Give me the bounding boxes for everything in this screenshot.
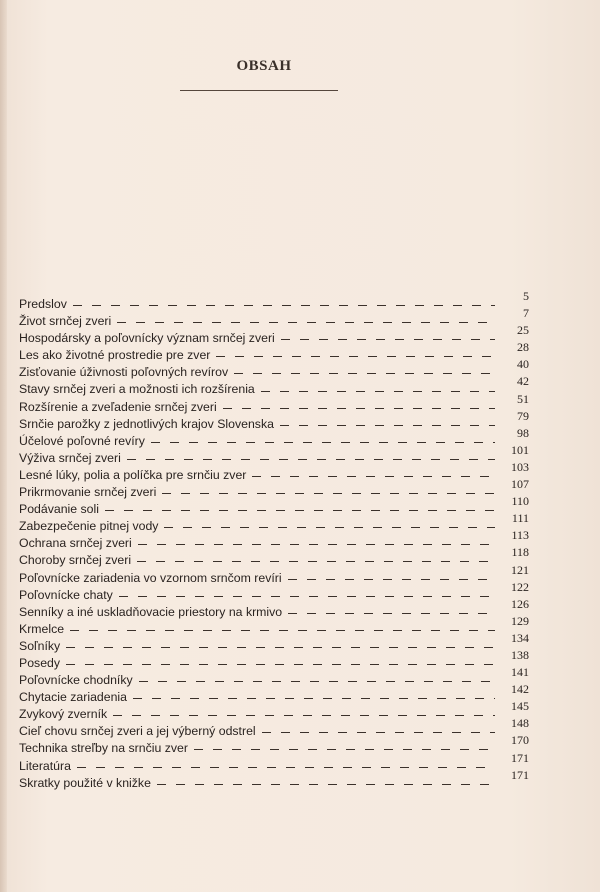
toc-page-number: 171 [511, 767, 529, 782]
toc-entry-title: Skratky použité v knižke [19, 775, 151, 790]
toc-entry-title: Zisťovanie úživnosti poľovných revírov [19, 365, 229, 380]
toc-entry [19, 647, 529, 670]
toc-entry-title: Choroby srnčej zveri [19, 553, 132, 568]
table-of-contents [19, 288, 529, 790]
toc-entry-title: Soľníky [19, 638, 61, 653]
toc-entry-title: Lesné lúky, polia a políčka pre srnčiu zver [19, 467, 247, 482]
toc-page-number: 98 [517, 425, 529, 440]
toc-entry [19, 288, 529, 311]
toc-page-number: 42 [517, 374, 529, 389]
toc-page-number: 121 [511, 562, 529, 577]
toc-entry [19, 698, 529, 722]
toc-page-number: 103 [511, 459, 529, 474]
toc-page-number: 134 [511, 630, 529, 645]
toc-entry [19, 339, 529, 363]
toc-entry [19, 305, 529, 329]
toc-entry [19, 750, 529, 773]
toc-entry-title: Život srnčej zveri [19, 314, 112, 329]
toc-entry-title: Hospodársky a poľovnícky význam srnčej zveri [19, 331, 275, 346]
toc-entry [19, 544, 529, 568]
toc-entry [19, 630, 529, 653]
toc-entry-title: Predslov [19, 297, 67, 311]
toc-page-number: 28 [517, 340, 529, 355]
toc-page-number: 145 [511, 699, 529, 714]
toc-entry [19, 527, 529, 551]
toc-entry [19, 562, 529, 585]
toc-entry-title: Rozšírenie a zveľadenie srnčej zveri [19, 399, 217, 414]
toc-entry-title: Poľovnícke zariadenia vo vzornom srnčom revíri [19, 570, 282, 585]
toc-entry [19, 356, 529, 380]
toc-page-number: 25 [517, 323, 529, 338]
toc-entry [19, 732, 529, 756]
toc-entry [19, 391, 529, 414]
dash-leader [157, 784, 495, 785]
page-binding-edge [0, 0, 7, 892]
toc-entry-title: Zvykový zverník [19, 707, 108, 722]
toc-entry-title: Stavy srnčej zveri a možnosti ich rozšírenia [19, 382, 255, 397]
toc-entry-title: Zabezpečenie pitnej vody [19, 519, 159, 534]
toc-entry-title: Podávanie soli [19, 502, 99, 517]
toc-page-number: 110 [511, 494, 529, 509]
toc-entry-title: Prikrmovanie srnčej zveri [19, 485, 157, 500]
toc-entry-title: Účelové poľovné revíry [19, 433, 145, 448]
toc-entry-title: Les ako životné prostredie pre zver [19, 348, 211, 363]
toc-entry-title: Chytacie zariadenia [19, 690, 128, 705]
toc-page-number: 40 [517, 357, 529, 372]
toc-entry-title: Poľovnícke chaty [19, 587, 113, 602]
toc-entry [19, 493, 529, 517]
title-underline [180, 90, 338, 91]
toc-page-number: 111 [511, 511, 529, 526]
toc-entry [19, 579, 529, 602]
toc-entry [19, 510, 529, 534]
toc-page-number: 148 [511, 716, 529, 731]
toc-page-number: 129 [511, 613, 529, 628]
toc-page-number: 171 [511, 750, 529, 765]
toc-entry-title: Literatúra [19, 758, 71, 773]
toc-entry-title: Senníky a iné uskladňovacie priestory na krmivo [19, 604, 283, 619]
toc-page-number: 118 [511, 545, 529, 560]
toc-page-number: 79 [517, 408, 529, 423]
toc-entry [19, 442, 529, 465]
toc-entry-title: Ochrana srnčej zveri [19, 536, 132, 551]
toc-page-number: 138 [511, 647, 529, 662]
toc-entry-title: Srnčie parožky z jednotlivých krajov Slovenska [19, 416, 274, 431]
toc-entry [19, 476, 529, 500]
toc-entry [19, 596, 529, 619]
toc-page-number: 51 [517, 391, 529, 406]
toc-entry [19, 613, 529, 636]
toc-entry [19, 767, 529, 790]
toc-page-number: 122 [511, 579, 529, 594]
toc-page-number: 113 [511, 528, 529, 543]
toc-entry [19, 681, 529, 705]
toc-entry-title: Technika streľby na srnčiu zver [19, 741, 188, 756]
toc-page-number: 107 [511, 477, 529, 492]
toc-entry-title: Krmelce [19, 621, 65, 636]
toc-page-number: 141 [511, 665, 529, 680]
toc-entry-title: Poľovnícke chodníky [19, 673, 133, 688]
toc-entry-title: Posedy [19, 655, 61, 670]
toc-page-number: 7 [523, 306, 529, 321]
toc-entry-title: Výživa srnčej zveri [19, 450, 121, 465]
toc-entry-title: Cieľ chovu srnčej zveri a jej výberný odstrel [19, 724, 256, 739]
toc-entry [19, 459, 529, 482]
toc-entry [19, 322, 529, 346]
page-title: OBSAH [236, 58, 292, 74]
toc-entry [19, 373, 529, 397]
toc-page-number: 142 [511, 682, 529, 697]
toc-page-number: 170 [511, 733, 529, 748]
toc-page-number: 126 [511, 596, 529, 611]
toc-page-number: 5 [523, 289, 529, 303]
toc-page-number: 101 [511, 442, 529, 457]
toc-entry [19, 425, 529, 448]
toc-entry [19, 715, 529, 739]
toc-entry [19, 408, 529, 431]
toc-entry [19, 664, 529, 688]
